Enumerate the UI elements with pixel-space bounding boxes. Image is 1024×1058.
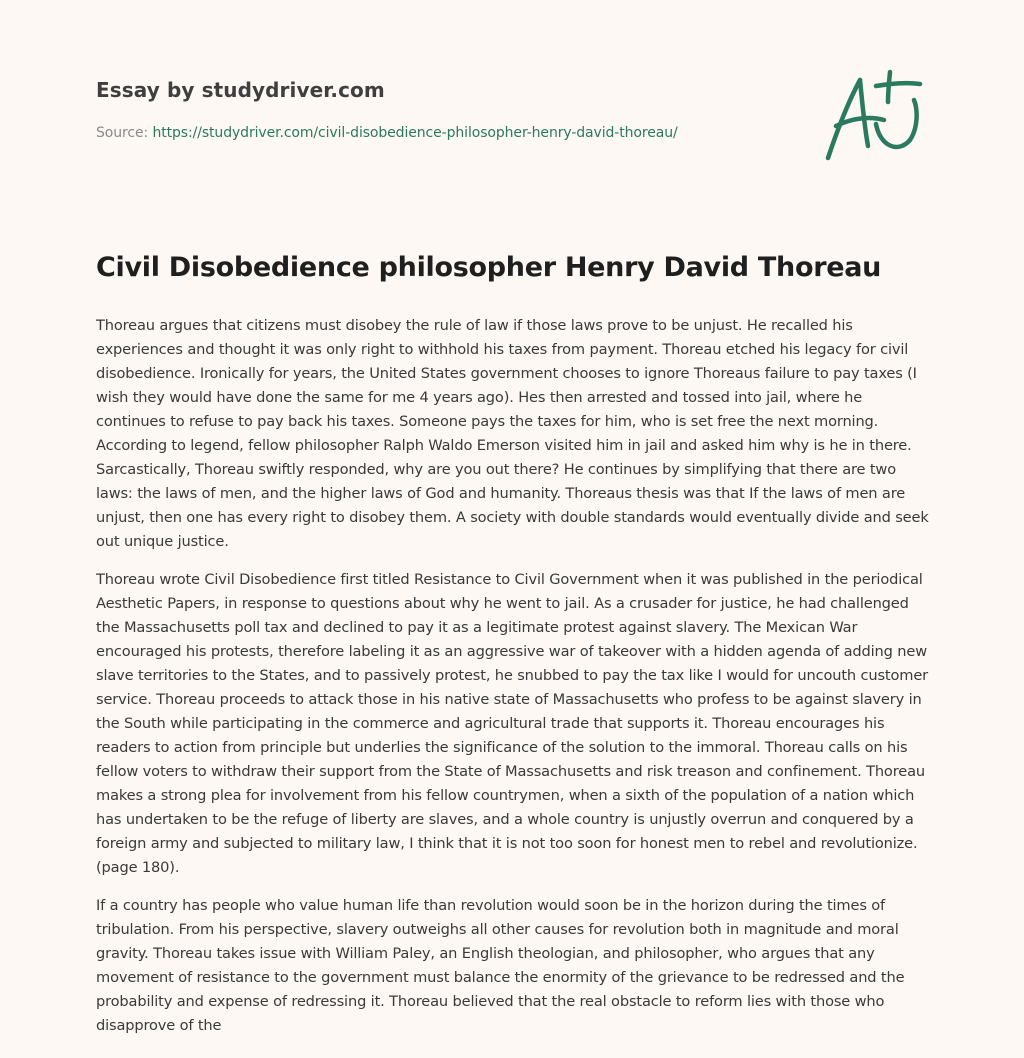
essay-body: [96, 314, 932, 1052]
source-label: Source:: [96, 125, 149, 141]
essay-paragraph: Thoreau argues that citizens must disobey the rule of law if those laws prove to be unjust. He recalled his experiences and thought it was only right to withhold his taxes from payment. Thoreau etched his legacy for civil disobedience. Ironically for years, the United States government chooses to ignore Thoreaus failure to pay taxes (I wish they would have done the same for me 4 years ago). Hes then arrested and tossed into jail, where he continues to refuse to pay back his taxes. Someone pays the taxes for him, who is set free the next morning. According to legend, fellow philosopher Ralph Waldo Emerson visited him in jail and asked him why is he in there. Sarcastically, Thoreau swiftly responded, why are you out there? He continues by simplifying that there are two laws: the laws of men, and the higher laws of God and humanity. Thoreaus thesis was that If the laws of men are unjust, then one has every right to disobey them. A society with double standards would eventually divide and seek out unique justice.: [96, 317, 929, 550]
page-header: [96, 78, 796, 141]
source-line: [96, 125, 796, 141]
a-plus-logo-icon: [822, 66, 928, 166]
essay-paragraph: Thoreau wrote Civil Disobedience first titled Resistance to Civil Government when it was published in the periodical Aesthetic Papers, in response to questions about why he went to jail. As a crusader for justice, he had challenged the Massachusetts poll tax and declined to pay it as a legitimate protest against slavery. The Mexican War encouraged his protests, therefore labeling it as an aggressive war of takeover with a hidden agenda of adding new slave territories to the States, and to passively protest, he snubbed to pay the tax like I would for uncouth customer service. Thoreau proceeds to attack those in his native state of Massachusetts who profess to be against slavery in the South while participating in the commerce and agricultural trade that supports it. Thoreau encourages his readers to action from principle but underlies the significance of the solution to the immoral. Thoreau calls on his fellow voters to withdraw their support from the State of Massachusetts and risk treason and confinement. Thoreau makes a strong plea for involvement from his fellow countrymen, when a sixth of the population of a nation which has undertaken to be the refuge of liberty are slaves, and a whole country is unjustly overrun and conquered by a foreign army and subjected to military law, I think that it is not too soon for honest men to rebel and revolutionize. (page 180).: [96, 571, 929, 876]
source-link[interactable]: https://studydriver.com/civil-disobedience-philosopher-henry-david-thoreau/: [152, 125, 678, 141]
essay-title: Civil Disobedience philosopher Henry David Thoreau: [96, 252, 882, 283]
site-title: Essay by studydriver.com: [96, 78, 385, 102]
essay-paragraph: If a country has people who value human life than revolution would soon be in the horizon during the times of tribulation. From his perspective, slavery outweighs all other causes for revolution both in magnitude and moral gravity. Thoreau takes issue with William Paley, an English theologian, and philosopher, who argues that any movement of resistance to the government must balance the enormity of the grievance to be redressed and the probability and expense of redressing it. Thoreau believed that the real obstacle to reform lies with those who disapprove of the: [96, 897, 905, 1034]
